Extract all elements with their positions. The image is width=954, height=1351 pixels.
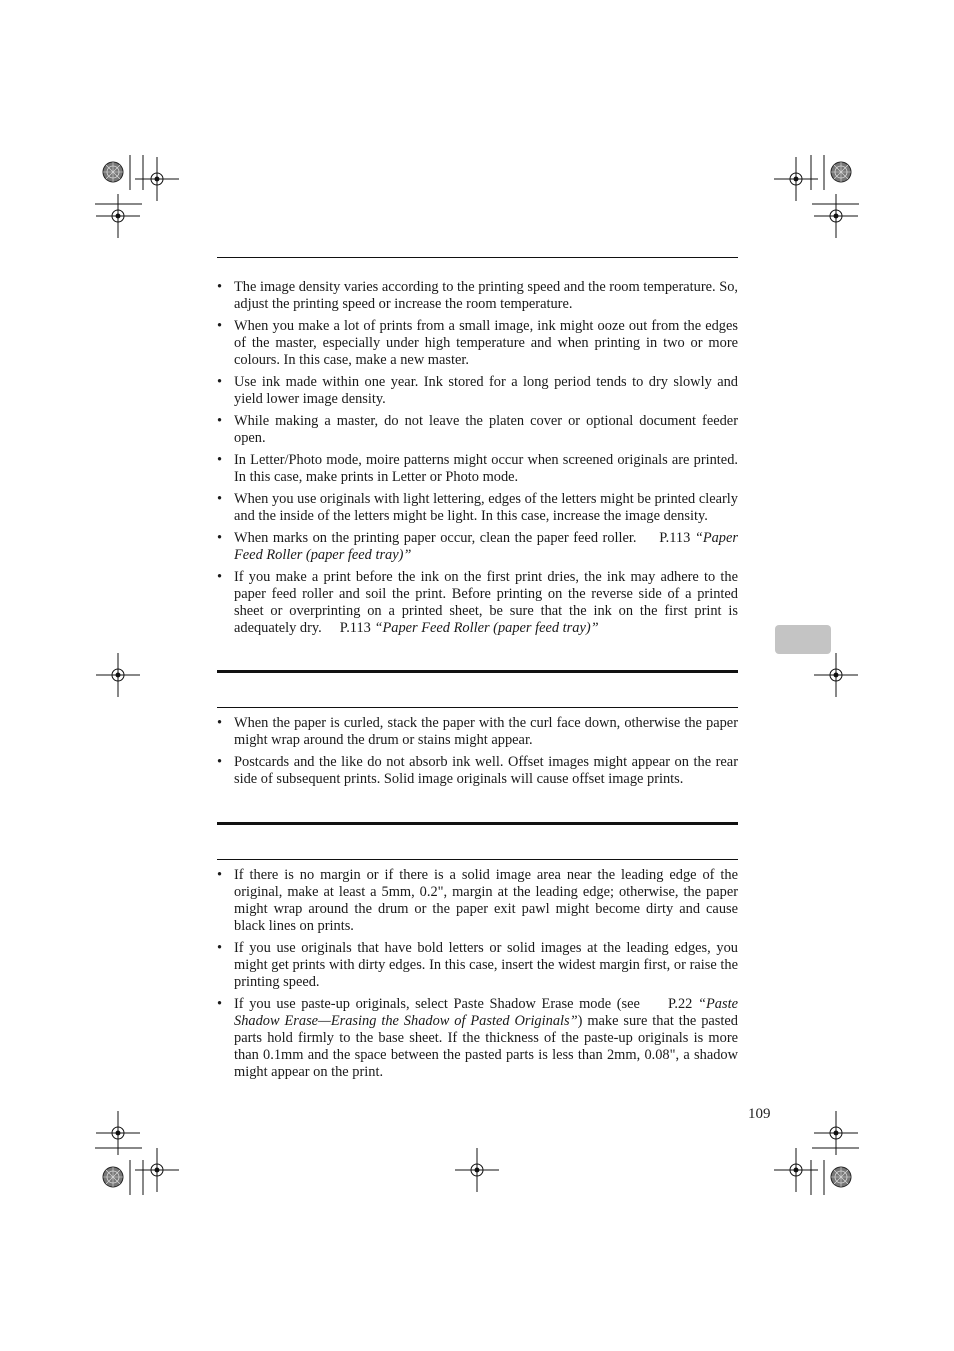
reference-title[interactable]: “Paper Feed Roller (paper feed tray)”: [234, 530, 738, 563]
section2-heading-rule: [217, 670, 738, 673]
section3-heading-rule: [217, 822, 738, 825]
reference-title[interactable]: “Paper Feed Roller (paper feed tray)”: [374, 620, 599, 636]
chapter-tab-marker: [775, 625, 831, 654]
list-item: • When marks on the printing paper occur, clean the paper feed roller. P.113 “Paper Feed Roller (paper feed tray)”: [217, 530, 738, 564]
section2-top-rule: [217, 707, 738, 708]
list-item: • If you use paste-up originals, select Paste Shadow Erase mode (see P.22 “Paste Shadow Erase—Erasing the Shadow of Pasted Originals”) make sure that the pasted parts hold firmly to the base sheet. If the thickness of the paste-up originals is more than 0.1mm and the space between the pasted parts is less than 2mm, 0.08", a shadow might appear on the print.: [217, 996, 738, 1081]
section3-bullet-list: [217, 867, 738, 1086]
list-item: • If there is no margin or if there is a solid image area near the leading edge of the original, make at least a 5mm, 0.2", margin at the leading edge; otherwise, the paper might wrap around the drum or the paper exit pawl might become dirty and cause black lines on prints.: [217, 867, 738, 935]
list-item: • When the paper is curled, stack the paper with the curl face down, otherwise the paper might wrap around the drum or stains might appear.: [217, 715, 738, 749]
list-item: • In Letter/Photo mode, moire patterns might occur when screened originals are printed. In this case, make prints in Letter or Photo mode.: [217, 452, 738, 486]
list-item: • The image density varies according to the printing speed and the room temperature. So, adjust the printing speed or increase the room temperature.: [217, 279, 738, 313]
page-reference[interactable]: P.113: [339, 620, 371, 636]
section1-top-rule: [217, 257, 738, 258]
page-number: 109: [748, 1106, 771, 1122]
list-item: • While making a master, do not leave the platen cover or optional document feeder open.: [217, 413, 738, 447]
list-item: • Use ink made within one year. Ink stored for a long period tends to dry slowly and yield lower image density.: [217, 374, 738, 408]
page-reference[interactable]: P.113: [659, 530, 691, 546]
list-item: • If you make a print before the ink on the first print dries, the ink may adhere to the paper feed roller and soil the print. Before printing on the reverse side of a printed sheet or overprinting on a printed sheet, be sure that the ink on the first print is adequately dry. P.113 “Paper Feed Roller (paper feed tray)”: [217, 569, 738, 637]
reference-title[interactable]: “Paste Shadow Erase—Erasing the Shadow of Pasted Originals”: [234, 996, 738, 1029]
list-item: • Postcards and the like do not absorb ink well. Offset images might appear on the rear side of subsequent prints. Solid image originals will cause offset image prints.: [217, 754, 738, 788]
list-item: • When you use originals with light lettering, edges of the letters might be printed clearly and the inside of the letters might be light. In this case, increase the image density.: [217, 491, 738, 525]
section1-bullet-list: [217, 279, 738, 642]
page-reference[interactable]: P.22: [667, 996, 693, 1012]
section2-bullet-list: [217, 715, 738, 793]
list-item: • If you use originals that have bold letters or solid images at the leading edges, you might get prints with dirty edges. In this case, insert the widest margin first, or raise the printing speed.: [217, 940, 738, 991]
section3-top-rule: [217, 859, 738, 860]
list-item: • When you make a lot of prints from a small image, ink might ooze out from the edges of the master, especially under high temperature and when printing in two or more colours. In this case, make a new master.: [217, 318, 738, 369]
